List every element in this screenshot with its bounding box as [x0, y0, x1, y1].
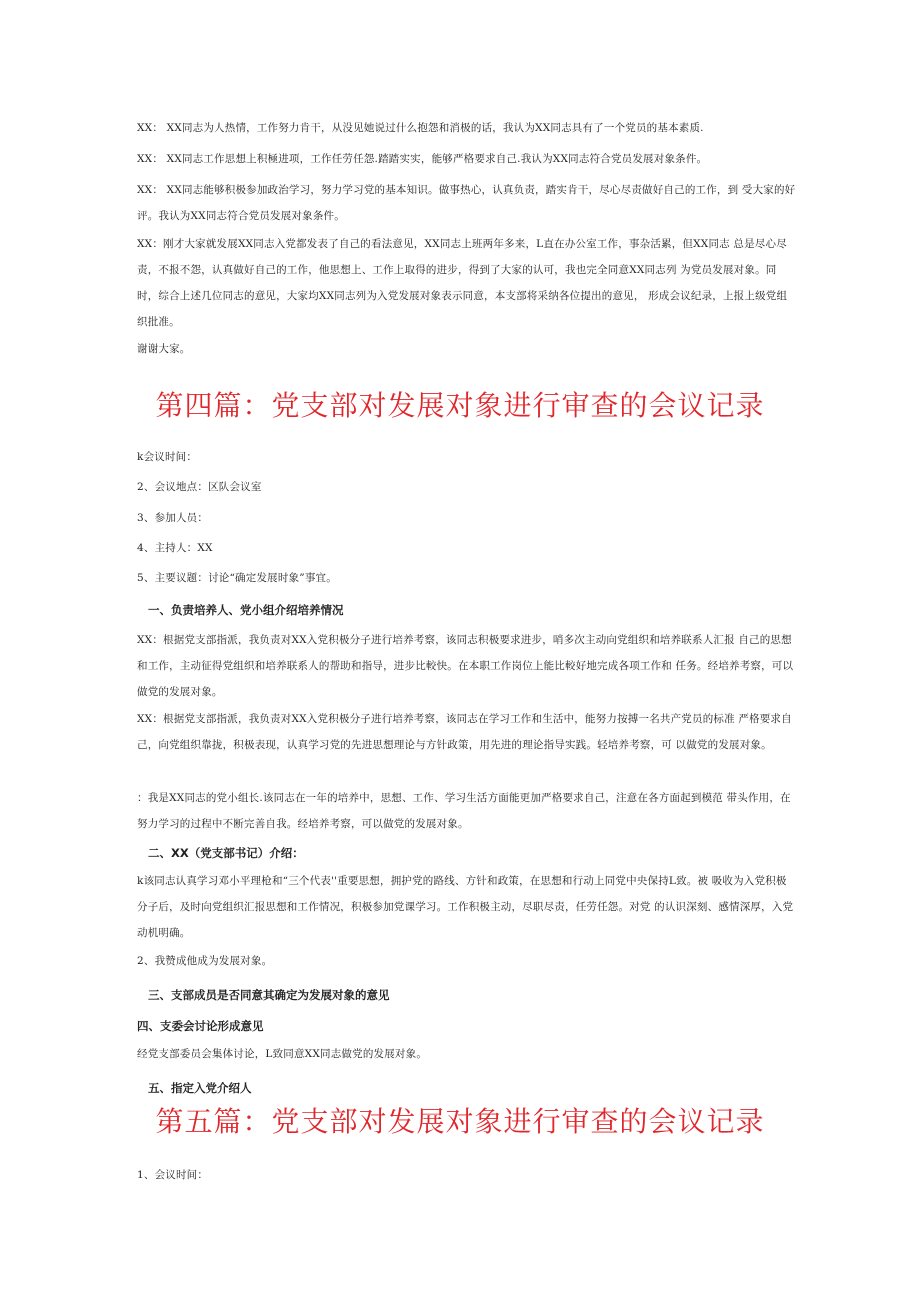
paragraph: k该同志认真学习邓小平理枪和“三个代表''重要思想，拥护党的路线、方针和政策，在思想和行动上同党中央保持L致。被 吸收为入党积极分子后，及时向党组织汇报思想和工作情况，积极参加党课学习。工作积极主动，尽职尽责，任劳任怨。对党 的认识深刻、感情深厚，入党动机明确。 [137, 875, 794, 939]
paragraph: 谢谢大家。 [137, 343, 191, 355]
paragraph: 经党支部委员会集体讨论，L致同意XX同志做党的发展对象。 [137, 1048, 428, 1060]
subsection-heading: 二、XX（党支部书记）介绍： [148, 846, 304, 860]
list-item: 2、会议地点：区队会议室 [137, 481, 262, 493]
subsection-heading: 四、支委会讨论形成意见 [137, 1019, 264, 1033]
list-item: 4、主持人：XX [137, 542, 213, 554]
paragraph: XX：刚才大家就发展XX同志入党都发表了自己的看法意见，XX同志上班两年多来，L直在办公室工作，事杂活累，但XX同志 总是尽心尽责，不报不怨，认真做好自己的工作，他思想上、工作上取得的进步，得到了大家的认可，我也完全同意XX同志列 为党员发展对象。同时，综合上述几位同志的意见，大家均XX同志列为入党发展对象表示同意，本支部将采纳各位提出的意见， 形成会议纪录，上报上级党组织批准。 [137, 238, 788, 328]
subsection-heading: 三、支部成员是否同意其确定为发展对象的意见 [148, 988, 390, 1002]
list-item: 3、参加人员： [137, 512, 209, 524]
paragraph: XX： XX同志能够积极参加政治学习，努力学习党的基本知识。做事热心，认真负责，踏实肯干，尽心尽责做好自己的工作，到 受大家的好评。我认为XX同志符合党员发展对象条件。 [137, 184, 796, 222]
subsection-heading: 一、负责培养人、党小组介绍培养情况 [148, 603, 344, 617]
section-title: 第四篇：党支部对发展对象进行审查的会议记录 [155, 389, 765, 422]
paragraph: XX：根据党支部指派，我负责对XX入党积极分子进行培养考察，该同志积极要求进步，哨多次主动向党组织和培养联系人汇报 自己的思想和工作，主动征得党组织和培养联系人的帮助和指导，进步比較快。在本职工作岗位上能比較好地完成各项工作和 任务。经培养考察，可以做党的发展对象。 [137, 634, 794, 698]
section-title: 第五篇：党支部对发展对象进行审查的会议记录 [155, 1105, 765, 1138]
paragraph: ：我是XX同志的党小组长.该同志在一年的培养中，思想、工作、学习生活方面能更加严格要求自己，注意在各方面起到模范 带头作用，在努力学习的过程中不断完善自我。经培养考察，可以做党的发展对象。 [137, 792, 791, 830]
paragraph: 2、我赞成他成为发展对象。 [137, 955, 273, 967]
list-item: 1、会议时间： [137, 1169, 209, 1181]
list-item: 5、主要议题：讨论“确定发展时象”事宜。 [137, 572, 337, 584]
subsection-heading: 五、指定入党介绍人 [148, 1081, 252, 1095]
paragraph: XX：根据党支部指派，我负责对XX入党积极分子进行培养考察，该同志在学习工作和生活中，能努力按搏一名共产党员的标准 严格要求自己，向党组织靠拢，积极表现，认真学习党的先进思想理论与方针政策，用先进的理论指导实践。轻培养考察，可 以做党的发展对象。 [137, 713, 792, 751]
paragraph: XX： XX同志为人热情，工作努力肯干，从没见她说过什么抱怨和消极的话，我认为XX同志具有了一个党员的基本素质. [137, 122, 704, 134]
list-item: k会议时间： [137, 451, 198, 463]
paragraph: XX： XX同志工作思想上积極进项，工作任劳任怨.踏踏实实，能够严格要求自己.我认为XX同志符合党员发展对象条件。 [137, 153, 708, 165]
